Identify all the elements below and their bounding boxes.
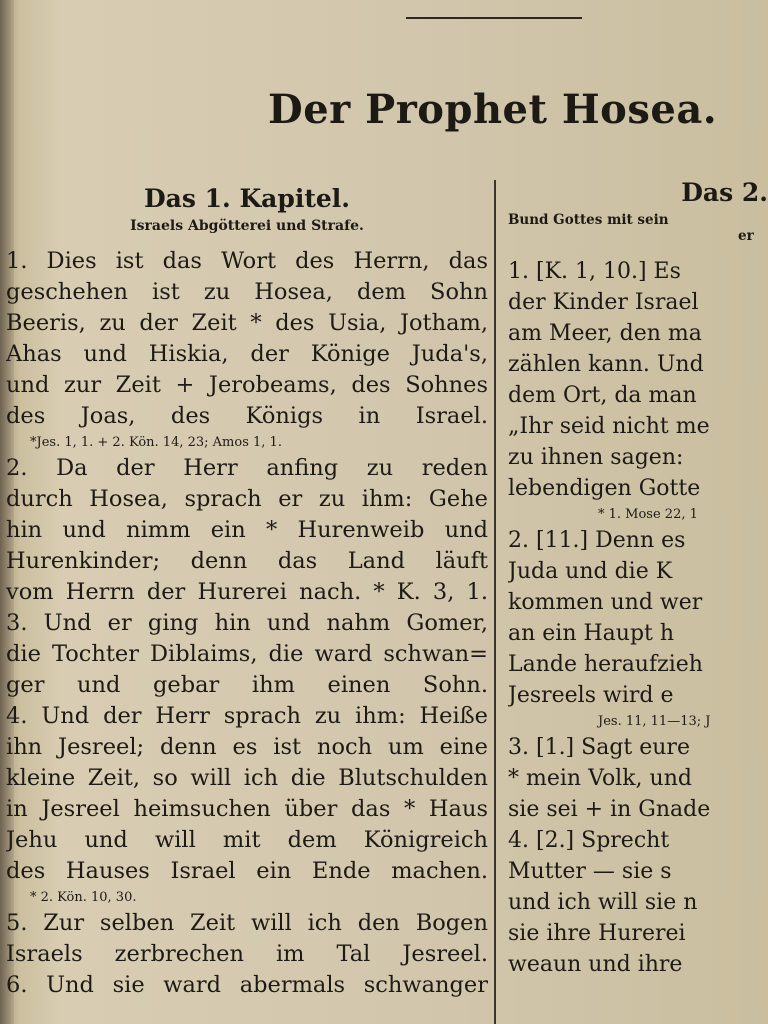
text-line: 3. [1.] Sagt eure [508, 735, 690, 760]
chapter-summary-line: er [738, 228, 754, 244]
text-line: Ahas und Hiskia, der Könige Juda's, [6, 341, 488, 367]
text-line: 1. Dies ist das Wort des Herrn, das [6, 248, 488, 274]
text-line: zu ihnen sagen: [508, 445, 684, 470]
cross-reference: *Jes. 1, 1. + 2. Kön. 14, 23; Amos 1, 1. [30, 435, 282, 450]
text-line: weaun und ihre [508, 952, 683, 977]
text-line: 4. Und der Herr sprach zu ihm: Heiße [6, 703, 488, 729]
text-line: und ich will sie n [508, 890, 698, 915]
text-line: ger und gebar ihm einen Sohn. [6, 672, 488, 698]
verse-text [508, 256, 768, 980]
column-divider [494, 180, 496, 1024]
text-line: an ein Haupt h [508, 621, 675, 646]
text-line: des Joas, des Königs in Israel. [6, 403, 488, 429]
text-line: 1. [K. 1, 10.] Es [508, 259, 681, 284]
text-line: Jesreels wird e [508, 683, 674, 708]
cross-reference: * 1. Mose 22, 1 [598, 507, 698, 522]
text-line: 2. Da der Herr anfing zu reden [6, 455, 488, 481]
text-line: 2. [11.] Denn es [508, 528, 686, 553]
cross-reference: Jes. 11, 11—13; J [598, 714, 711, 729]
left-column [6, 184, 488, 1001]
chapter-summary: Israels Abgötterei und Strafe. [130, 218, 364, 234]
text-line: sie ihre Hurerei [508, 921, 686, 946]
text-line: kleine Zeit, so will ich die Blutschulden [6, 765, 488, 791]
chapter-heading: Das 1. Kapitel. [143, 184, 351, 213]
text-line: lebendigen Gotte [508, 476, 701, 501]
text-line: in Jesreel heimsuchen über das * Haus [6, 796, 488, 822]
text-line: Lande heraufzieh [508, 652, 703, 677]
text-line: „Ihr seid nicht me [508, 414, 710, 439]
book-title: Der Prophet Hosea. [268, 86, 718, 133]
text-line: am Meer, den ma [508, 321, 702, 346]
chapter-heading: Das 2. [681, 178, 768, 207]
text-line: und zur Zeit + Jerobeams, des Sohnes [6, 372, 488, 398]
text-line: 4. [2.] Sprecht [508, 828, 670, 853]
text-line: 3. Und er ging hin und nahm Gomer, [6, 610, 488, 636]
cross-reference: * 2. Kön. 10, 30. [30, 890, 137, 905]
text-line: Israels zerbrechen im Tal Jesreel. [6, 941, 488, 967]
text-line: des Hauses Israel ein Ende machen. [6, 858, 488, 884]
text-line: Hurenkinder; denn das Land läuft [6, 548, 488, 574]
chapter-summary-line: Bund Gottes mit sein [508, 212, 669, 228]
text-line: 6. Und sie ward abermals schwanger [6, 972, 488, 998]
text-line: kommen und wer [508, 590, 703, 615]
text-line: Beeris, zu der Zeit * des Usia, Jotham, [6, 310, 488, 336]
text-line: sie sei + in Gnade [508, 797, 711, 822]
text-line: vom Herrn der Hurerei nach. * K. 3, 1. [6, 579, 488, 605]
chapter-summary [508, 212, 768, 254]
text-line: durch Hosea, sprach er zu ihm: Gehe [6, 486, 488, 512]
text-line: Juda und die K [508, 559, 673, 584]
verse-text [6, 246, 488, 1001]
text-line: * mein Volk, und [508, 766, 692, 791]
text-line: Mutter — sie s [508, 859, 672, 884]
top-rule [406, 17, 582, 19]
text-line: hin und nimm ein * Hurenweib und [6, 517, 488, 543]
text-line: zählen kann. Und [508, 352, 704, 377]
text-line: dem Ort, da man [508, 383, 697, 408]
text-line: die Tochter Diblaims, die ward schwan= [6, 641, 488, 667]
text-line: 5. Zur selben Zeit will ich den Bogen [6, 910, 488, 936]
right-column [508, 178, 768, 1024]
text-line: geschehen ist zu Hosea, dem Sohn [6, 279, 488, 305]
text-line: ihn Jesreel; denn es ist noch um eine [6, 734, 488, 760]
text-line: der Kinder Israel [508, 290, 699, 315]
text-line: Jehu und will mit dem Königreich [6, 827, 488, 853]
